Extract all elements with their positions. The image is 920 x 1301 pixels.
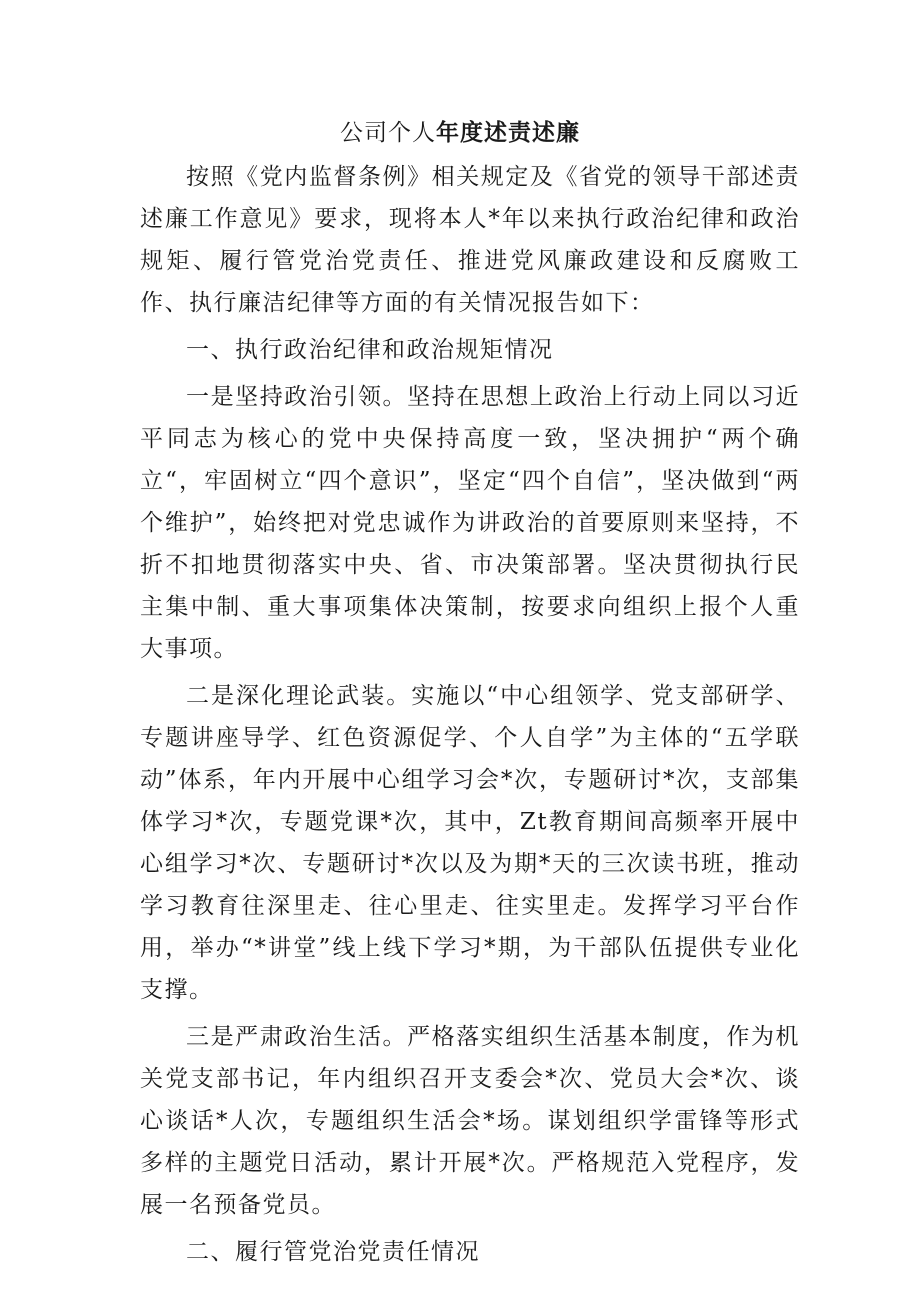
title-bold: 年度述责述廉 (436, 119, 580, 146)
document-title (0, 116, 920, 150)
paragraph-theory-study: 二是深化理论武装。实施以“中心组领学、党支部研学、专题讲座导学、红色资源促学、个人自学”为主体的“五学联动”体系，年内开展中心组学习会*次，专题研讨*次，支部集体学习*次，专题党课*次，其中，Zt教育期间高频率开展中心组学习*次、专题研讨*次以及为期*天的三次读书班，推动学习教育往深里走、往心里走、往实里走。发挥学习平台作用，举办“*讲堂”线上线下学习*期，为干部队伍提供专业化支撑。 (140, 683, 800, 1003)
title-prefix: 公司个人 (340, 120, 436, 146)
intro-paragraph: 按照《党内监督条例》相关规定及《省党的领导干部述责述廉工作意见》要求，现将本人*年以来执行政治纪律和政治规矩、履行管党治党责任、推进党风廉政建设和反腐败工作、执行廉洁纪律等方面的有关情况报告如下： (140, 164, 800, 316)
paragraph-political-guidance: 一是坚持政治引领。坚持在思想上政治上行动上同以习近平同志为核心的党中央保持高度一致，坚决拥护“两个确立“，牢固树立“四个意识”，坚定“四个自信”，坚决做到“两个维护”，始终把对党忠诚作为讲政治的首要原则来坚持，不折不扣地贯彻落实中央、省、市决策部署。坚决贯彻执行民主集中制、重大事项集体决策制，按要求向组织上报个人重大事项。 (140, 384, 800, 662)
section-heading-2: 二、履行管党治党责任情况 (186, 1239, 480, 1265)
section-heading-1: 一、执行政治纪律和政治规矩情况 (186, 337, 554, 363)
paragraph-political-life: 三是严肃政治生活。严格落实组织生活基本制度，作为机关党支部书记，年内组织召开支委会*次、党员大会*次、谈心谈话*人次，专题组织生活会*场。谋划组织学雷锋等形式多样的主题党日活动，累计开展*次。严格规范入党程序，发展一名预备党员。 (140, 1024, 800, 1218)
document-body (140, 156, 800, 1273)
